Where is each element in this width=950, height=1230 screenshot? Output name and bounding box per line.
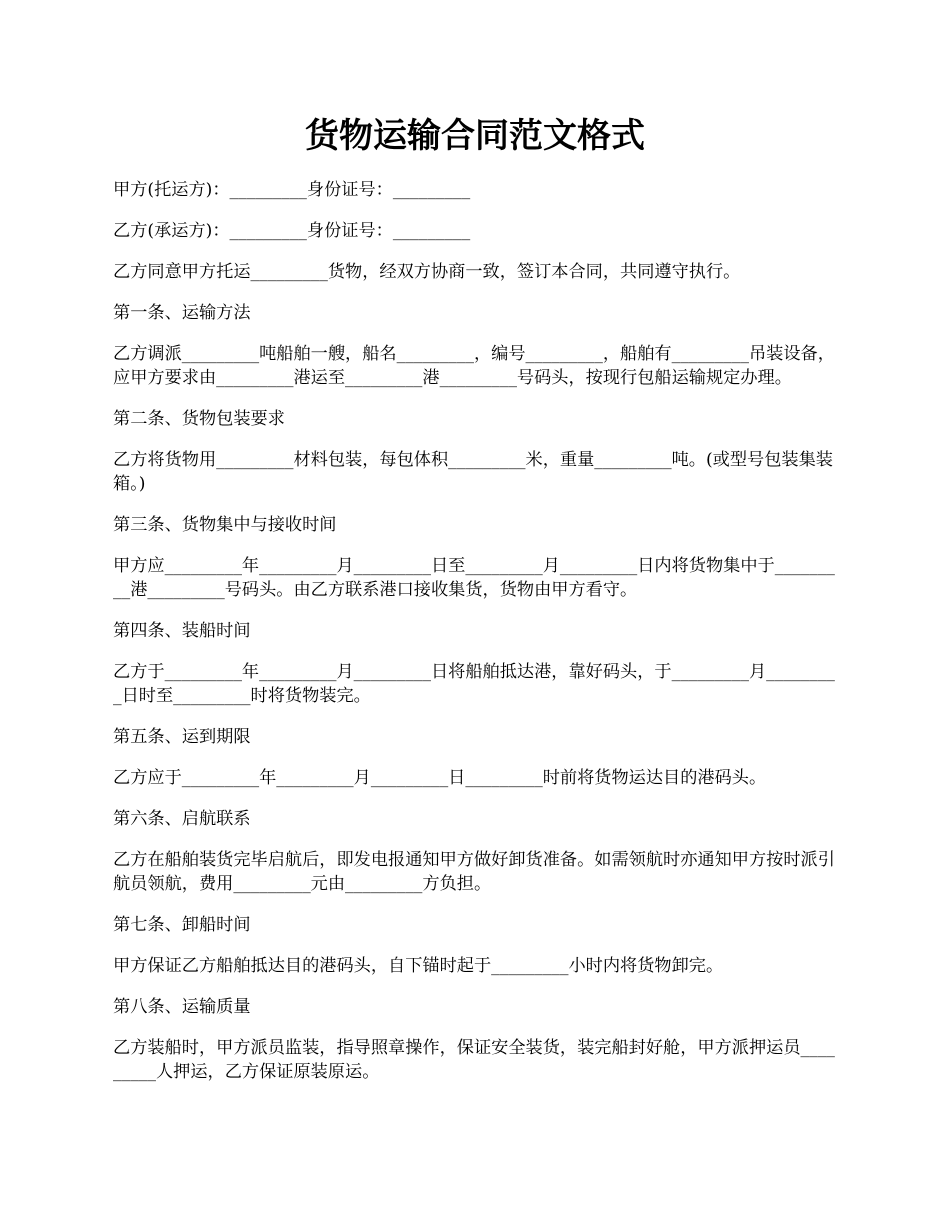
article-8-heading: 第八条、运输质量 [113, 997, 251, 1017]
agreement-statement: 乙方同意甲方托运_________货物，经双方协商一致，签订本合同，共同遵守执行。 [113, 262, 741, 282]
article-6-heading: 第六条、启航联系 [113, 809, 251, 829]
article-1-body: 乙方调派_________吨船舶一艘，船名_________，编号_________，船舶有_________吊装设备，应甲方要求由_________港运至_________港_________号码头，按现行包船运输规定办理。 [113, 344, 835, 388]
document-body [113, 178, 843, 1101]
article-5-heading: 第五条、运到期限 [113, 727, 251, 747]
party-a-line: 甲方(托运方)：_________身份证号：_________ [113, 180, 471, 200]
article-4-body: 乙方于_________年_________月_________日将船舶抵达港，靠好码头，于_________月_________日时至_________时将货物装完。 [113, 662, 835, 706]
article-3-body: 甲方应_________年_________月_________日至_________月_________日内将货物集中于_________港_________号码头。由乙方联系港口接收集货，货物由甲方看守。 [113, 556, 835, 600]
article-5-body: 乙方应于_________年_________月_________日_________时前将货物运达目的港码头。 [113, 768, 767, 788]
document-title: 货物运输合同范文格式 [305, 116, 645, 156]
article-6-body: 乙方在船舶装货完毕启航后，即发电报通知甲方做好卸货准备。如需领航时亦通知甲方按时派引航员领航，费用_________元由_________方负担。 [113, 850, 835, 894]
article-1-heading: 第一条、运输方法 [113, 303, 251, 323]
article-2-body: 乙方将货物用_________材料包装，每包体积_________米，重量_________吨。(或型号包装集装箱。) [113, 450, 833, 494]
article-8-body: 乙方装船时，甲方派员监装，指导照章操作，保证安全装货，装完船封好舱，甲方派押运员_________人押运，乙方保证原装原运。 [113, 1038, 835, 1082]
article-7-heading: 第七条、卸船时间 [113, 915, 251, 935]
article-3-heading: 第三条、货物集中与接收时间 [113, 515, 337, 535]
article-4-heading: 第四条、装船时间 [113, 621, 251, 641]
party-b-line: 乙方(承运方)：_________身份证号：_________ [113, 221, 471, 241]
article-2-heading: 第二条、货物包装要求 [113, 409, 285, 429]
article-7-body: 甲方保证乙方船舶抵达目的港码头，自下锚时起于_________小时内将货物卸完。 [113, 956, 724, 976]
